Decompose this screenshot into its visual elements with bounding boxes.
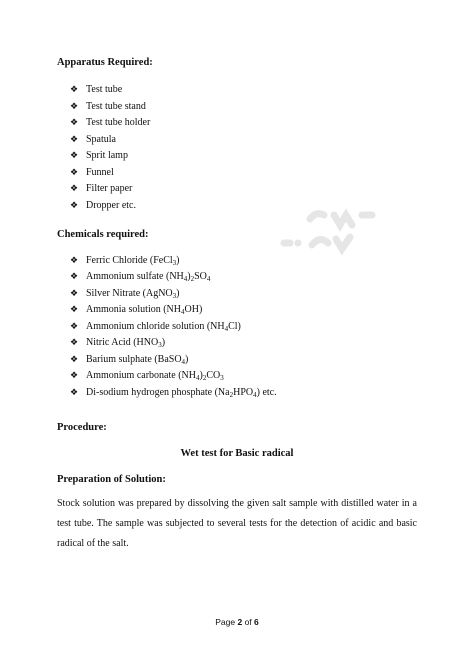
list-item: ❖ Ammonium carbonate $(NH_4)_2CO_3$: [70, 370, 224, 382]
list-item: ❖ Filter paper: [70, 183, 133, 194]
total-page-count: 6: [254, 617, 259, 627]
diamond-bullet-icon: ❖: [70, 118, 79, 128]
procedure-heading: Procedure:: [57, 422, 107, 433]
list-item: ❖ Funnel: [70, 167, 114, 178]
list-item: ❖ Ammonium chloride solution $(NH_4Cl)$: [70, 321, 241, 333]
list-item: ❖ Di-sodium hydrogen phosphate $(Na_2HPO_4)$ etc.: [70, 387, 277, 399]
diamond-bullet-icon: ❖: [70, 338, 79, 348]
list-item: ❖ Ferric Chloride (FeCl$_3$): [70, 255, 180, 267]
diamond-bullet-icon: ❖: [70, 151, 79, 161]
diamond-bullet-icon: ❖: [70, 322, 79, 332]
list-item: ❖ Dropper etc.: [70, 200, 136, 211]
diamond-bullet-icon: ❖: [70, 168, 79, 178]
list-item: ❖ Nitric Acid $(HNO_3)$: [70, 337, 166, 349]
list-item: ❖ Test tube stand: [70, 101, 146, 112]
list-item: ❖ Spatula: [70, 134, 116, 145]
current-page-number: 2: [237, 617, 243, 627]
list-item: ❖ Ammonia solution $(NH_4OH)$: [70, 304, 203, 316]
watermark-graphic: [250, 205, 390, 255]
chemicals-heading: Chemicals required:: [57, 229, 149, 240]
diamond-bullet-icon: ❖: [70, 388, 79, 398]
list-item: ❖ Test tube: [70, 84, 123, 95]
diamond-bullet-icon: ❖: [70, 135, 79, 145]
diamond-bullet-icon: ❖: [70, 184, 79, 194]
preparation-paragraph: Stock solution was prepared by dissolving the given salt sample with distilled water in a test tube. The sample was subjected to several tests for the detection of acidic and basic radical of the salt.: [57, 498, 417, 549]
list-item: ❖ Silver Nitrate (AgNO$_3$): [70, 288, 180, 300]
preparation-heading: Preparation of Solution:: [57, 474, 166, 485]
diamond-bullet-icon: ❖: [70, 371, 79, 381]
diamond-bullet-icon: ❖: [70, 272, 79, 282]
list-item: ❖ Barium sulphate (BaSO$_4$): [70, 354, 189, 366]
diamond-bullet-icon: ❖: [70, 305, 79, 315]
list-item: ❖ Sprit lamp: [70, 150, 128, 161]
page-footer: Page 2 of 6: [215, 617, 259, 627]
diamond-bullet-icon: ❖: [70, 85, 79, 95]
list-item: ❖ Test tube holder: [70, 117, 151, 128]
diamond-bullet-icon: ❖: [70, 355, 79, 365]
diamond-bullet-icon: ❖: [70, 256, 79, 266]
list-item: ❖ Ammonium sulfate $(NH_4)_2SO_4$: [70, 271, 211, 283]
apparatus-heading: Apparatus Required:: [57, 57, 153, 68]
wet-test-heading: Wet test for Basic radical: [180, 448, 294, 459]
diamond-bullet-icon: ❖: [70, 289, 79, 299]
diamond-bullet-icon: ❖: [70, 201, 79, 211]
diamond-bullet-icon: ❖: [70, 102, 79, 112]
